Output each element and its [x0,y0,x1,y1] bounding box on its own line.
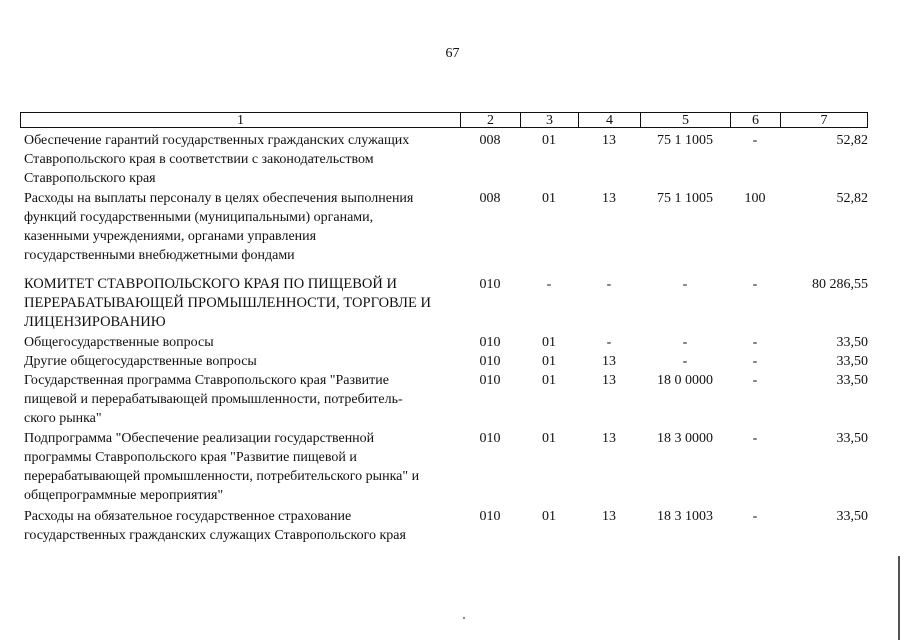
description-line: Общегосударственные вопросы [24,335,214,350]
header-col-5: 5 [640,112,730,128]
description-line: Ставропольского края [24,171,156,186]
description-line: программы Ставропольского края "Развитие пищевой и [24,450,357,465]
col-7-value: 33,50 [836,431,868,446]
col-5-value: 75 1 1005 [657,133,713,148]
description-line: КОМИТЕТ СТАВРОПОЛЬСКОГО КРАЯ ПО ПИЩЕВОЙ И [24,276,397,292]
col-5-value: 75 1 1005 [657,191,713,206]
col-5-value: - [682,335,688,350]
col-7-value: 33,50 [836,509,868,524]
col-3-value: 01 [542,431,556,446]
col-3-value: 01 [542,335,556,350]
description-line: государственными внебюджетными фондами [24,248,295,263]
col-2-value: 010 [479,277,501,292]
col-6-value: 100 [744,191,766,206]
col-4-value: 13 [602,509,616,524]
col-7-value: 80 286,55 [812,277,868,292]
description-line: Обеспечение гарантий государственных гражданских служащих [24,133,410,148]
col-4-value: 13 [602,191,616,206]
description-line: ского рынка" [24,411,102,426]
col-4-value: 13 [602,133,616,148]
col-3-value: 01 [542,509,556,524]
col-5-value: - [682,354,688,369]
col-2-value: 010 [479,354,501,369]
description-line: государственных гражданских служащих Ставропольского края [24,528,406,543]
col-6-value: - [752,354,758,369]
row-description [24,352,464,371]
row-description [24,131,464,188]
col-5-value: 18 3 1003 [657,509,713,524]
description-line: ЛИЦЕНЗИРОВАНИЮ [24,314,166,330]
row-description [24,189,464,265]
col-4-value: - [606,277,612,292]
col-5-value: - [682,277,688,292]
col-4-value: 13 [602,354,616,369]
col-6-value: - [752,335,758,350]
description-line: Государственная программа Ставропольского края "Развитие [24,373,389,388]
description-line: Подпрограмма "Обеспечение реализации государственной [24,431,375,446]
description-line: общепрограммные мероприятия" [24,488,224,503]
col-5-value: 18 3 0000 [657,431,713,446]
col-2-value: 010 [479,509,501,524]
header-col-1: 1 [20,112,460,128]
description-line: Ставропольского края в соответствии с законодательством [24,152,374,167]
col-2-value: 010 [479,335,501,350]
row-description [24,507,464,545]
col-3-value: - [546,277,552,292]
page-number: 67 [445,46,460,61]
col-6-value: - [752,509,758,524]
col-4-value: 13 [602,431,616,446]
row-description [24,333,464,352]
col-7-value: 33,50 [836,354,868,369]
col-7-value: 52,82 [836,133,868,148]
scan-speck [463,617,465,619]
col-2-value: 010 [479,373,501,388]
col-3-value: 01 [542,191,556,206]
header-col-6: 6 [730,112,780,128]
col-7-value: 52,82 [836,191,868,206]
col-4-value: - [606,335,612,350]
header-col-4: 4 [578,112,640,128]
col-5-value: 18 0 0000 [657,373,713,388]
col-3-value: 01 [542,354,556,369]
description-line: Расходы на выплаты персоналу в целях обеспечения выполнения [24,191,414,206]
header-col-3: 3 [520,112,578,128]
description-line: пищевой и перерабатывающей промышленности, потребитель- [24,392,403,407]
col-3-value: 01 [542,373,556,388]
row-description [24,275,464,332]
description-line: перерабатывающей промышленности, потребительского рынка" и [24,469,420,484]
row-description [24,429,464,505]
col-7-value: 33,50 [836,335,868,350]
header-col-7: 7 [780,112,868,128]
col-3-value: 01 [542,133,556,148]
col-4-value: 13 [602,373,616,388]
col-6-value: - [752,431,758,446]
description-line: казенными учреждениями, органами управления [24,229,317,244]
col-7-value: 33,50 [836,373,868,388]
description-line: Расходы на обязательное государственное страхование [24,509,352,524]
scan-edge-line [898,556,900,640]
description-line: ПЕРЕРАБАТЫВАЮЩЕЙ ПРОМЫШЛЕННОСТИ, ТОРГОВЛЕ И [24,295,431,311]
col-6-value: - [752,277,758,292]
col-2-value: 008 [479,133,501,148]
header-col-2: 2 [460,112,520,128]
row-description [24,371,464,428]
col-6-value: - [752,373,758,388]
description-line: функций государственными (муниципальными) органами, [24,210,374,225]
col-2-value: 010 [479,431,501,446]
description-line: Другие общегосударственные вопросы [24,354,257,369]
col-6-value: - [752,133,758,148]
col-2-value: 008 [479,191,501,206]
